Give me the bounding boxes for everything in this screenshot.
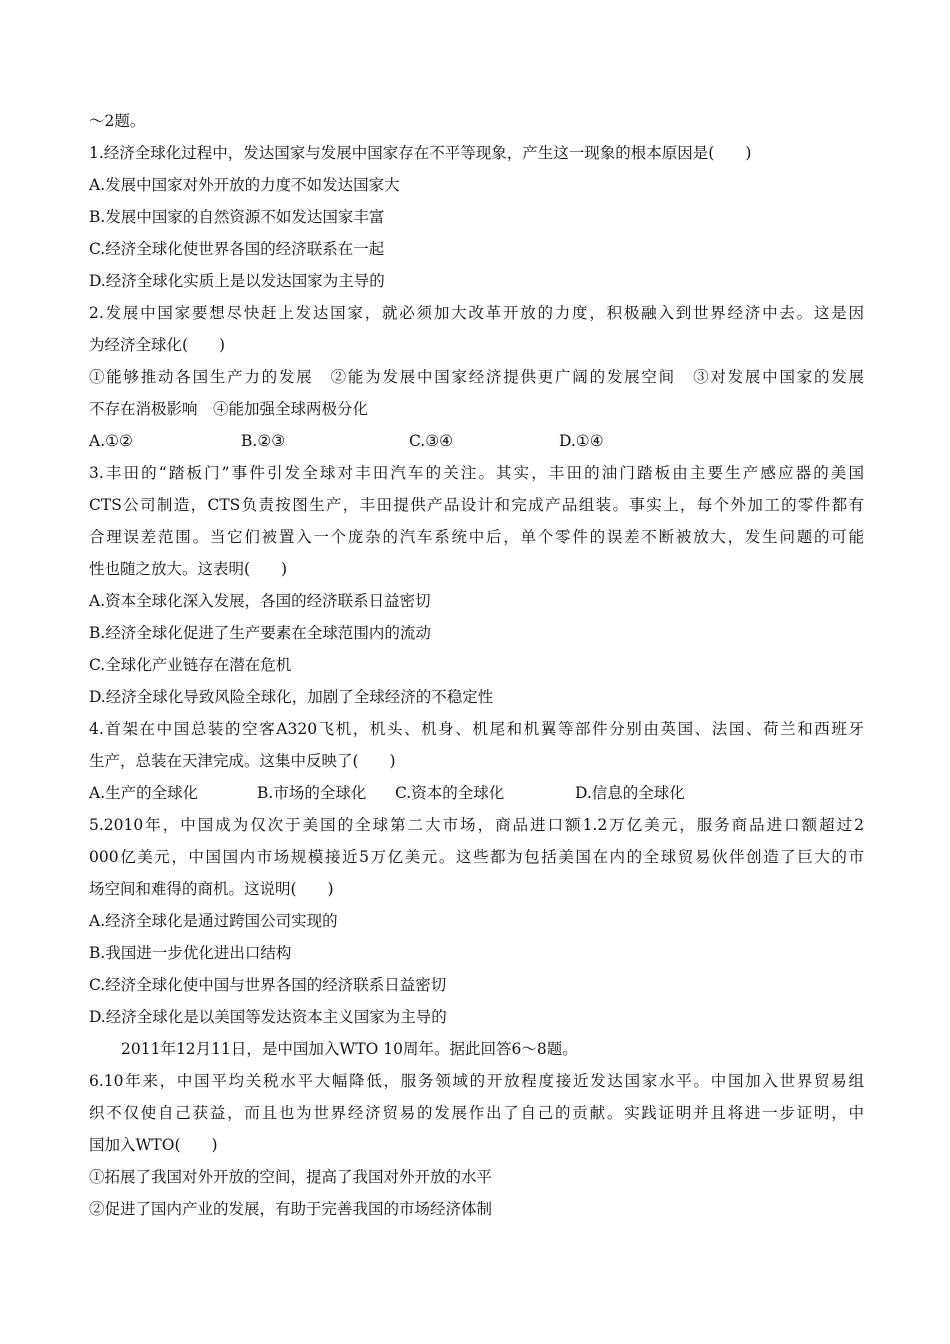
q6-statement-1: ①拓展了我国对外开放的空间，提高了我国对外开放的水平 <box>89 1168 493 1186</box>
q2-option-d: D.①④ <box>559 432 604 450</box>
q3-option-a: A.资本全球化深入发展，各国的经济联系日益密切 <box>89 592 431 610</box>
q3-option-b: B.经济全球化促进了生产要素在全球范围内的流动 <box>89 624 431 642</box>
q4-option-a: A.生产的全球化 <box>89 784 199 802</box>
question-4-cont: 生产，总装在天津完成。这集中反映了( ) <box>89 752 396 770</box>
q2-options <box>89 425 864 457</box>
question-2-cont: 为经济全球化( ) <box>89 336 226 354</box>
q5-option-d: D.经济全球化是以美国等发达资本主义国家为主导的 <box>89 1008 447 1026</box>
q1-option-c: C.经济全球化使世界各国的经济联系在一起 <box>89 240 385 258</box>
question-5-cont: 000亿美元，中国国内市场规模接近5万亿美元。这些都为包括美国在内的全球贸易伙伴创造了巨大的市 <box>89 848 864 866</box>
question-3-cont: 性也随之放大。这表明( ) <box>89 560 288 578</box>
q4-options <box>89 777 864 809</box>
q6-statement-2: ②促进了国内产业的发展，有助于完善我国的市场经济体制 <box>89 1200 493 1218</box>
q2-option-a: A.①② <box>89 432 133 450</box>
question-4: 4.首架在中国总装的空客A320飞机，机头、机身、机尾和机翼等部件分别由英国、法国、荷兰和西班牙 <box>89 720 864 738</box>
question-2: 2.发展中国家要想尽快赶上发达国家，就必须加大改革开放的力度，积极融入到世界经济中去。这是因 <box>89 304 864 322</box>
question-5: 5.2010年，中国成为仅次于美国的全球第二大市场，商品进口额1.2万亿美元，服务商品进口额超过2 <box>89 816 864 834</box>
question-6-cont: 国加入WTO( ) <box>89 1136 218 1154</box>
q1-option-a: A.发展中国家对外开放的力度不如发达国家大 <box>89 176 400 194</box>
q5-option-a: A.经济全球化是通过跨国公司实现的 <box>89 912 338 930</box>
q3-option-c: C.全球化产业链存在潜在危机 <box>89 656 292 674</box>
question-3-cont: CTS公司制造，CTS负责按图生产，丰田提供产品设计和完成产品组装。事实上，每个外加工的零件都有 <box>89 496 864 514</box>
q2-statements-cont: 不存在消极影响 ④能加强全球两极分化 <box>89 400 369 418</box>
question-3-cont: 合理误差范围。当它们被置入一个庞杂的汽车系统中后，单个零件的误差不断被放大，发生问题的可能 <box>89 528 864 546</box>
question-3: 3.丰田的“踏板门”事件引发全球对丰田汽车的关注。其实，丰田的油门踏板由主要生产感应器的美国 <box>89 464 864 482</box>
q2-option-c: C.③④ <box>409 432 454 450</box>
section-intro: 2011年12月11日，是中国加入WTO 10周年。据此回答6～8题。 <box>121 1040 578 1058</box>
q4-option-b: B.市场的全球化 <box>257 784 367 802</box>
q5-option-c: C.经济全球化使中国与世界各国的经济联系日益密切 <box>89 976 447 994</box>
text-line: ～2题。 <box>89 112 146 130</box>
q4-option-d: D.信息的全球化 <box>575 784 685 802</box>
question-5-cont: 场空间和难得的商机。这说明( ) <box>89 880 334 898</box>
q2-option-b: B.②③ <box>241 432 286 450</box>
question-6: 6.10年来，中国平均关税水平大幅降低，服务领域的开放程度接近发达国家水平。中国加入世界贸易组 <box>89 1072 864 1090</box>
q2-statements: ①能够推动各国生产力的发展 ②能为发展中国家经济提供更广阔的发展空间 ③对发展中国家的发展 <box>89 368 864 386</box>
q4-option-c: C.资本的全球化 <box>395 784 505 802</box>
q5-option-b: B.我国进一步优化进出口结构 <box>89 944 292 962</box>
q1-option-b: B.发展中国家的自然资源不如发达国家丰富 <box>89 208 385 226</box>
exam-text <box>89 105 864 1225</box>
q1-option-d: D.经济全球化实质上是以发达国家为主导的 <box>89 272 385 290</box>
q3-option-d: D.经济全球化导致风险全球化，加剧了全球经济的不稳定性 <box>89 688 494 706</box>
question-1: 1.经济全球化过程中，发达国家与发展中国家存在不平等现象，产生这一现象的根本原因是( ) <box>89 144 752 162</box>
question-6-cont: 织不仅使自己获益，而且也为世界经济贸易的发展作出了自己的贡献。实践证明并且将进一步证明，中 <box>89 1104 864 1122</box>
